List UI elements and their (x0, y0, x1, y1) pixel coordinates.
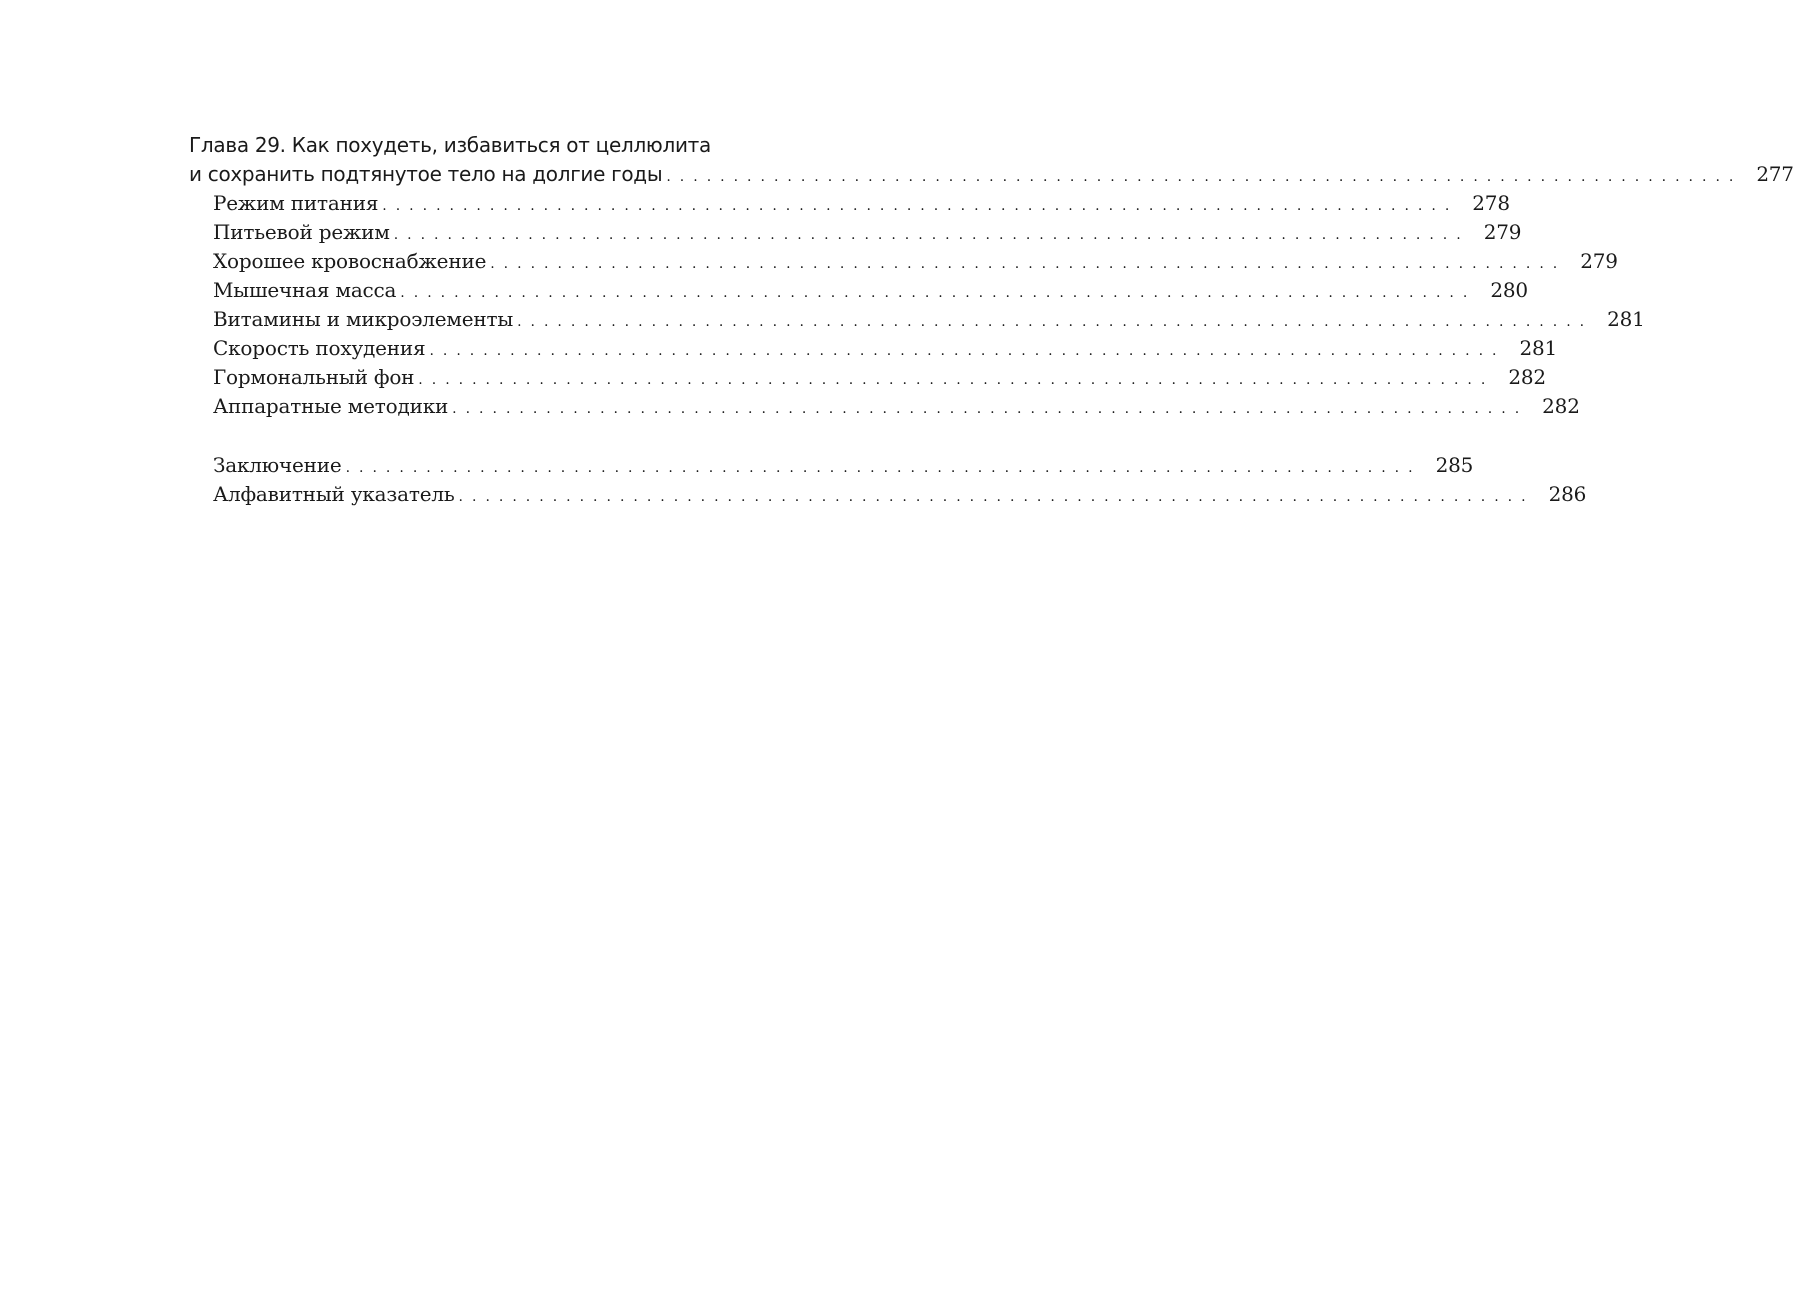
toc-entry[interactable] (189, 218, 1522, 247)
page-number: 282 (1508, 365, 1546, 389)
dot-leader: ................................................................................ (458, 489, 1535, 505)
entry-label: Витамины и микроэлементы (213, 307, 514, 331)
dot-leader: ................................................................................ (517, 314, 1594, 330)
dot-leader: ................................................................................ (345, 460, 1422, 476)
page-number: 286 (1548, 482, 1587, 506)
section-gap (189, 421, 875, 451)
entry-label: Режим питания (213, 191, 379, 215)
dot-leader: ................................................................................ (400, 285, 1477, 301)
dot-leader: ................................................................................ (393, 227, 1470, 243)
page-number: 277 (1756, 162, 1794, 186)
toc-entry[interactable] (189, 392, 1580, 421)
dot-leader: ................................................................................ (429, 343, 1506, 359)
dot-leader: ................................................................................ (382, 198, 1459, 214)
entry-label: Мышечная масса (213, 278, 397, 302)
toc-entry[interactable] (189, 334, 1558, 363)
page-number: 279 (1483, 220, 1522, 244)
page-number: 285 (1435, 453, 1474, 477)
dot-leader: ................................................................................ (666, 169, 1743, 185)
table-of-contents (189, 131, 1794, 509)
page-number: 280 (1490, 278, 1528, 302)
toc-entry[interactable] (189, 189, 1510, 218)
toc-entry-index[interactable] (189, 480, 1587, 509)
chapter-entry[interactable] (189, 160, 1794, 189)
toc-entry[interactable] (189, 305, 1645, 334)
chapter-title-line1: Глава 29. Как похудеть, избавиться от целлюлита (189, 133, 711, 157)
toc-entry[interactable] (189, 276, 1528, 305)
entry-label: Скорость похудения (213, 336, 426, 360)
entry-label: Хорошее кровоснабжение (213, 249, 487, 273)
entry-label: Питьевой режим (213, 220, 390, 244)
dot-leader: ................................................................................ (490, 256, 1567, 272)
page-number: 278 (1472, 191, 1510, 215)
toc-entry[interactable] (189, 363, 1546, 392)
dot-leader: ................................................................................ (418, 372, 1495, 388)
entry-label: Заключение (213, 453, 342, 477)
page-number: 281 (1607, 307, 1645, 331)
chapter-title-line2: и сохранить подтянутое тело на долгие годы (189, 162, 663, 186)
toc-entry[interactable] (189, 247, 1618, 276)
entry-label: Аппаратные методики (213, 394, 449, 418)
page-number: 281 (1519, 336, 1558, 360)
entry-label: Гормональный фон (213, 365, 415, 389)
page-number: 282 (1542, 394, 1580, 418)
entry-label: Алфавитный указатель (213, 482, 455, 506)
toc-entry-conclusion[interactable] (189, 451, 1474, 480)
dot-leader: ................................................................................ (452, 401, 1529, 417)
page-number: 279 (1580, 249, 1618, 273)
